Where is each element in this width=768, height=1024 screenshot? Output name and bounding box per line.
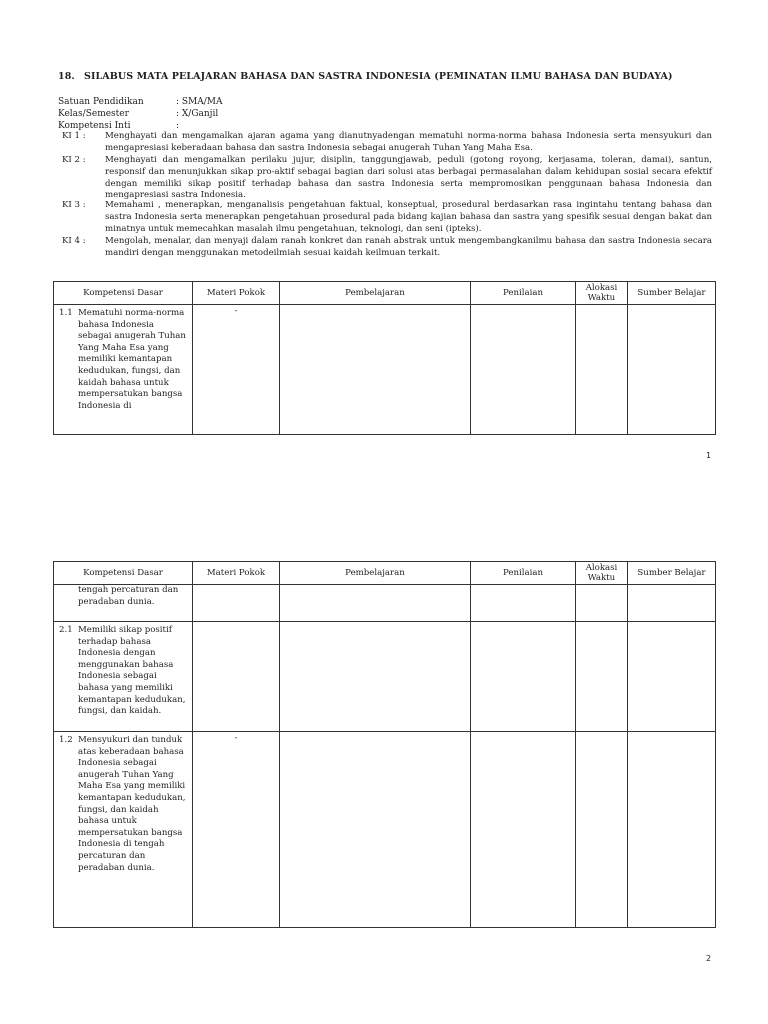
table-row bbox=[54, 732, 716, 928]
ki-code: KI 1 : bbox=[62, 131, 86, 141]
materi-cell bbox=[193, 732, 280, 928]
kd-cell bbox=[54, 305, 193, 435]
sumber-cell bbox=[628, 732, 716, 928]
penilaian-cell bbox=[471, 305, 576, 435]
meta-label: Kelas/Semester bbox=[58, 109, 129, 119]
pembelajaran-cell bbox=[280, 305, 471, 435]
materi-value bbox=[193, 622, 279, 623]
document-title bbox=[58, 71, 673, 82]
alokasi-cell bbox=[576, 732, 628, 928]
penilaian-cell bbox=[471, 585, 576, 622]
sumber-cell bbox=[628, 585, 716, 622]
ki-item bbox=[62, 155, 712, 202]
ki-text: Mengolah, menalar, dan menyaji dalam ranah konkret dan ranah abstrak untuk mengembangkanilmu bahasa dan sastra Indonesia secara mandiri dengan menggunakan metodeilmiah sesuai kaidah keilmuan terkait. bbox=[105, 236, 712, 258]
kd-text: Mematuhi norma-norma bahasa Indonesia sebagai anugerah Tuhan Yang Maha Esa yang memiliki kemantapan kedudukan, fungsi, dan kaidah bahasa untuk mempersatukan bangsa Indonesia di bbox=[78, 308, 186, 411]
meta-label: Kompetensi Inti bbox=[58, 121, 131, 131]
kd-text: Mensyukuri dan tunduk atas keberadaan bahasa Indonesia sebagai anugerah Tuhan Yang Maha Esa yang memiliki kemantapan kedudukan, fungsi, dan kaidah bahasa untuk mempersatukan bangsa Indonesia di tengah percaturan dan peradaban dunia. bbox=[78, 735, 186, 873]
alokasi-cell bbox=[576, 622, 628, 732]
pembelajaran-cell bbox=[280, 585, 471, 622]
header-kompetensi-dasar: Kompetensi Dasar bbox=[54, 562, 193, 585]
kd-text: Memiliki sikap positif terhadap bahasa Indonesia dengan menggunakan bahasa Indonesia sebagai bahasa yang memiliki kemantapan kedudukan, fungsi, dan kaidah. bbox=[78, 625, 186, 717]
ki-text: Menghayati dan mengamalkan perilaku jujur, disiplin, tanggungjawab, peduli (gotong royong, kerjasama, toleran, damai), santun, responsif dan menunjukkan sikap pro-aktif sebagai bagian dari solusi atas berbagai permasalahan dalam kehidupan sosial secara efektif dengan memiliki sikap positif terhadap bahasa dan sastra Indonesia serta mempromosikan penggunaan bahasa Indonesia dan mengapresiasi sastra Indonesia. bbox=[105, 155, 712, 201]
page-number: 2 bbox=[706, 954, 712, 963]
kd-number: 2.1 bbox=[59, 625, 73, 635]
meta-row bbox=[58, 121, 179, 131]
header-pembelajaran: Pembelajaran bbox=[280, 562, 471, 585]
materi-value: - bbox=[234, 733, 238, 743]
header-pembelajaran: Pembelajaran bbox=[280, 282, 471, 305]
kd-cell bbox=[54, 622, 193, 732]
header-penilaian: Penilaian bbox=[471, 562, 576, 585]
meta-label: Satuan Pendidikan bbox=[58, 97, 144, 107]
header-materi-pokok: Materi Pokok bbox=[193, 282, 280, 305]
meta-value: : X/Ganjil bbox=[176, 109, 219, 119]
kd-number: 1.2 bbox=[59, 735, 73, 745]
materi-value: - bbox=[234, 306, 238, 316]
table-row bbox=[54, 305, 716, 435]
syllabus-table-page2 bbox=[53, 561, 716, 928]
meta-value: : bbox=[176, 121, 180, 131]
materi-cell bbox=[193, 585, 280, 622]
alokasi-cell bbox=[576, 585, 628, 622]
ki-code: KI 2 : bbox=[62, 155, 86, 165]
kd-continuation: tengah percaturan dan peradaban dunia. bbox=[78, 585, 179, 607]
ki-item bbox=[62, 236, 712, 260]
pembelajaran-cell bbox=[280, 622, 471, 732]
ki-text: Memahami , menerapkan, menganalisis pengetahuan faktual, konseptual, prosedural berdasarkan rasa ingintahu tentang bahasa dan sastra Indonesia serta menerapkan pengetahuan prosedural pada bidang kajian bahasa dan sastra yang spesifik sesuai dengan bakat dan minatnya untuk memecahkan masalah ilmu pengetahuan, teknologi, dan seni (ipteks). bbox=[105, 200, 712, 234]
sumber-cell bbox=[628, 622, 716, 732]
kd-number: 1.1 bbox=[59, 308, 73, 318]
pembelajaran-cell bbox=[280, 732, 471, 928]
header-kompetensi-dasar: Kompetensi Dasar bbox=[54, 282, 193, 305]
table-row bbox=[54, 585, 716, 622]
header-materi-pokok: Materi Pokok bbox=[193, 562, 280, 585]
penilaian-cell bbox=[471, 622, 576, 732]
materi-cell bbox=[193, 622, 280, 732]
meta-value: : SMA/MA bbox=[176, 97, 223, 107]
ki-code: KI 4 : bbox=[62, 236, 86, 246]
ki-item bbox=[62, 131, 712, 155]
kd-cell bbox=[54, 585, 193, 622]
meta-row bbox=[58, 97, 223, 107]
kd-cell bbox=[54, 732, 193, 928]
alokasi-cell bbox=[576, 305, 628, 435]
table-row bbox=[54, 622, 716, 732]
ki-code: KI 3 : bbox=[62, 200, 86, 210]
page-number: 1 bbox=[706, 451, 712, 460]
header-sumber-belajar: Sumber Belajar bbox=[628, 282, 716, 305]
header-penilaian: Penilaian bbox=[471, 282, 576, 305]
penilaian-cell bbox=[471, 732, 576, 928]
syllabus-table-page1 bbox=[53, 281, 716, 435]
materi-cell bbox=[193, 305, 280, 435]
ki-item bbox=[62, 200, 712, 235]
header-alokasi-waktu: Alokasi Waktu bbox=[576, 562, 628, 585]
title-text: SILABUS MATA PELAJARAN BAHASA DAN SASTRA INDONESIA (PEMINATAN ILMU BAHASA DAN BUDAYA) bbox=[84, 71, 673, 82]
section-number: 18. bbox=[58, 71, 75, 82]
sumber-cell bbox=[628, 305, 716, 435]
header-alokasi-waktu: Alokasi Waktu bbox=[576, 282, 628, 305]
ki-text: Menghayati dan mengamalkan ajaran agama yang dianutnyadengan mematuhi norma-norma bahasa Indonesia serta mensyukuri dan mengapresiasi keberadaan bahasa dan sastra Indonesia sebagai anugerah Tuhan Yang Maha Esa. bbox=[105, 131, 712, 153]
header-sumber-belajar: Sumber Belajar bbox=[628, 562, 716, 585]
meta-row bbox=[58, 109, 218, 119]
